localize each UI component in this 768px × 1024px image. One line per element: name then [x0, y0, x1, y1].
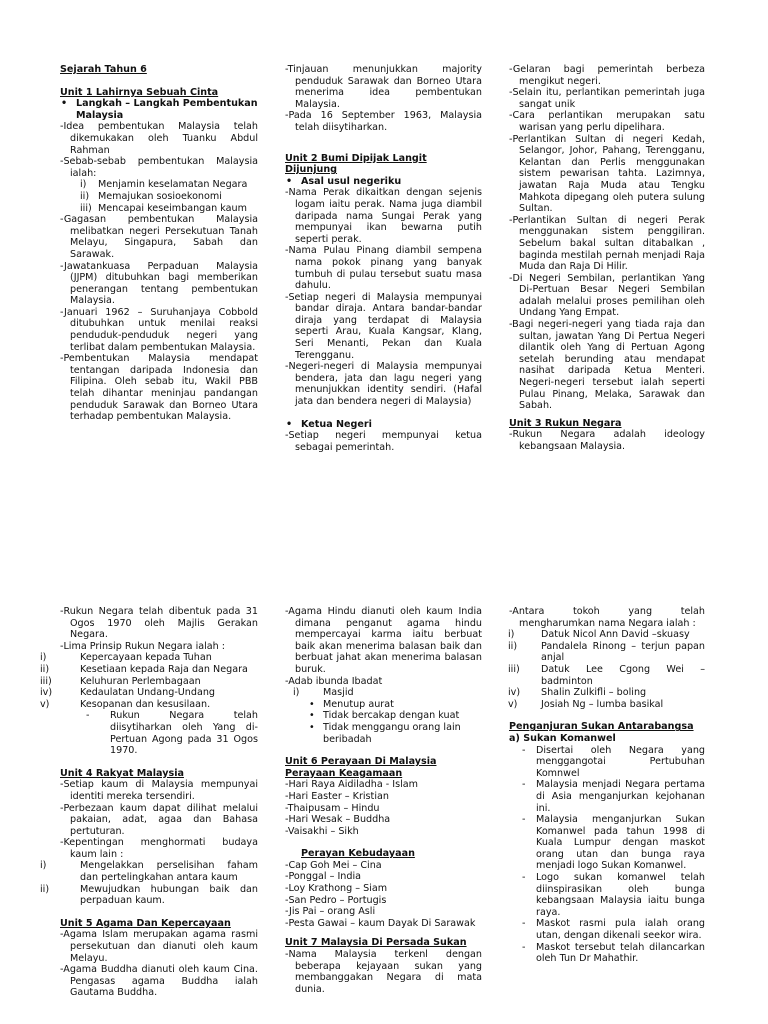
list-item: v) Kesopanan dan kesusilaan.: [40, 698, 211, 710]
text-line: -Tinjauan menunjukkan majority penduduk Sarawak dan Borneo Utara menerima idea pembentukan Malaysia.: [285, 64, 482, 110]
list-item: iii) Keluhuran Perlembagaan: [40, 675, 201, 687]
list-item: iii) Mencapai keseimbangan kaum: [80, 202, 247, 214]
column-2: [285, 64, 482, 453]
list-item: -Jis Pai – orang Asli: [285, 906, 376, 918]
text-line: -Perlantikan Sultan di negeri Perak menggunakan sistem penggiliran. Sebelum bakal sultan ditabalkan , baginda mestilah pernah menjadi Raja Muda dan Raja Di Hilir.: [509, 214, 705, 273]
unit-5-heading: Unit 5 Agama Dan Kepercayaan: [60, 917, 231, 929]
text-line: -Lima Prinsip Rukun Negara ialah :: [60, 640, 226, 652]
list-item: iv) Kedaulatan Undang-Undang: [40, 687, 216, 699]
text-line: -Pembentukan Malaysia mendapat tentangan daripada Indonesia dan Filipina. Oleh sebab itu, Wakil PBB telah dihantar meninjau pandangan penduduk Sarawak dan Borneo Utara terhadap pembentukan Malaysia.: [60, 353, 258, 423]
list-item: iii) Datuk Lee Cgong Wei – badminton: [508, 663, 705, 687]
section-heading: Penganjuran Sukan Antarabangsa: [509, 721, 694, 733]
list-item: -Thaipusam – Hindu: [285, 802, 380, 814]
list-item: -Hari Easter – Kristian: [285, 790, 389, 802]
dash-item: - Logo sukan komanwel telah diinspirasikan oleh bunga kebangsaan Malaysia iaitu bunga raya.: [509, 872, 705, 918]
text-line: -Nama Malaysia terkenl dengan beberapa kejayaan sukan yang membanggakan Negara di mata dunia.: [285, 949, 482, 995]
text-line: -Januari 1962 – Suruhanjaya Cobbold ditubuhkan untuk menilai reaksi penduduk-penduduk negeri yang terlibat dalam pembentukan Malaysia.: [60, 306, 258, 353]
text-line: -Pada 16 September 1963, Malaysia telah diisytiharkan.: [285, 110, 482, 133]
bullet-heading: • Ketua Negeri: [285, 419, 482, 431]
dash-item: - Malaysia menganjurkan Sukan Komanwel pada tahun 1998 di Kuala Lumpur dengan maskot orang utan dan bunga raya menjadi logo Sukan Komanwel.: [509, 814, 705, 872]
unit-1-heading: Unit 1 Lahirnya Sebuah Cinta: [60, 86, 219, 98]
text-line: -Gagasan pembentukan Malaysia melibatkan negeri Persekutuan Tanah Melayu, Singapura, Sabah dan Sarawak.: [60, 214, 258, 260]
text-line: -Agama Islam merupakan agama rasmi persekutuan dan dianuti oleh kaum Melayu.: [60, 929, 258, 964]
text-line: -Jawatankuasa Perpaduan Malaysia (JJPM) ditubuhkan bagi memberikan penerangan tentang pembentukan Malaysia.: [60, 260, 258, 307]
text-line: -Nama Perak dikaitkan dengan sejenis logam iaitu perak. Nama juga diambil daripada nama Sungai Perak yang mempunyai ikan bewarna putih seperti perak.: [285, 187, 482, 245]
text-line: -Negeri-negeri di Malaysia mempunyai bendera, jata dan lagu negeri yang menunjukkan identity sendiri. (Hafal jata dan bendera negeri di Malaysia): [285, 361, 482, 408]
text-line: -Agama Hindu dianuti oleh kaum India dimana penganut agama hindu mempercayai karma iaitu berbuat baik akan menerima balasan baik dan berbuat jahat akan menerima balasan buruk.: [285, 606, 482, 675]
list-item: iv) Shalin Zulkifli – boling: [508, 687, 647, 699]
list-item: -Pesta Gawai – kaum Dayak Di Sarawak: [285, 917, 476, 929]
text-line: -Antara tokoh yang telah mengharumkan nama Negara ialah :: [509, 606, 705, 629]
bullet-item: • Menutup aurat: [285, 699, 482, 711]
column-5: [285, 606, 482, 995]
list-item: i) Masjid: [293, 687, 354, 699]
text-line: -Di Negeri Sembilan, perlantikan Yang Di-Pertuan Besar Negeri Sembilan adalah melalui proses pemilihan oleh Undang Yang Empat.: [509, 272, 705, 319]
text-line: -Rukun Negara telah dibentuk pada 31 Ogos 1970 oleh Majlis Gerakan Negara.: [60, 606, 258, 641]
text-line: -Perbezaan kaum dapat dilihat melalui pakaian, adat, agaa dan Bahasa pertuturan.: [60, 802, 258, 837]
dash-item: - Maskot rasmi pula ialah orang utan, dengan dikenali seekor wira.: [509, 918, 705, 941]
list-item: i) Datuk Nicol Ann David –skuasy: [508, 629, 690, 641]
unit-3-heading: Unit 3 Rukun Negara: [509, 417, 622, 429]
document-title: Sejarah Tahun 6: [60, 64, 147, 75]
text-line: -Bagi negeri-negeri yang tiada raja dan sultan, jawatan Yang Di Pertua Negeri dilantik oleh Yang di Pertuan Agong setelah berunding atau mendapat nasihat daripada Ketua Menteri. Negeri-negeri tersebut ialah seperti Pulau Pinang, Melaka, Sarawak dan Sabah.: [509, 319, 705, 412]
column-6: [509, 606, 705, 965]
text-line: -Kepentingan menghormati budaya kaum lain :: [60, 837, 258, 860]
list-item: -Loy Krathong – Siam: [285, 883, 388, 895]
bullet-item: • Tidak menggangu orang lain beribadah: [285, 722, 482, 745]
text-line: -Setiap negeri di Malaysia mempunyai bandar diraja. Antara bandar-bandar diraja yang terdapat di Malaysia seperti Arau, Kuala Kangsar, Klang, Seri Menanti, Pekan dan Kuala Terengganu.: [285, 291, 482, 361]
text-line: -Selain itu, perlantikan pemerintah juga sangat unik: [509, 87, 705, 110]
list-item: ii) Pandalela Rinong – terjun papan anjal: [508, 640, 705, 664]
text-line: -Perlantikan Sultan di negeri Kedah, Selangor, Johor, Pahang, Terengganu, Kelantan dan Perlis menggunakan sistem pewarisan tahta. Lazimnya, jawatan Raja Muda atau Tengku Mahkota dipegang oleh putera sulung Sultan.: [509, 133, 705, 215]
list-item: -San Pedro – Portugis: [285, 894, 387, 906]
dash-item: - Maskot tersebut telah dilancarkan oleh Tun Dr Mahathir.: [509, 942, 705, 965]
subheading: Perayaan Keagamaan: [285, 767, 403, 779]
list-item: -Hari Raya Aidiladha - Islam: [285, 779, 419, 791]
column-1: [60, 64, 258, 423]
list-item: ii) Mewujudkan hubungan baik dan perpaduan kaum.: [40, 883, 258, 907]
text-line: -Cara perlantikan merupakan satu warisan yang perlu dipelihara.: [509, 110, 705, 133]
list-item: ii) Memajukan sosioekonomi: [80, 190, 222, 202]
bullet-item: • Tidak bercakap dengan kuat: [285, 710, 482, 722]
text-line: -Setiap negeri mempunyai ketua sebagai pemerintah.: [285, 430, 482, 453]
list-item: v) Josiah Ng – lumba basikal: [508, 698, 664, 710]
list-item: i) Kepercayaan kepada Tuhan: [40, 652, 212, 664]
list-item: i) Mengelakkan perselisihan faham dan pertelingkahan antara kaum: [40, 860, 258, 884]
text-line: -Idea pembentukan Malaysia telah dikemukakan oleh Tuanku Abdul Rahman: [60, 121, 258, 156]
list-item: -Ponggal – India: [285, 871, 362, 883]
text-line: -Agama Buddha dianuti oleh kaum Cina. Pengasas agama Buddha ialah Gautama Buddha.: [60, 964, 258, 999]
list-item: -Vaisakhi – Sikh: [285, 825, 359, 837]
text-line: -Adab ibunda Ibadat: [285, 675, 383, 687]
bullet-heading: • Asal usul negeriku: [285, 176, 482, 188]
list-item: i) Menjamin keselamatan Negara: [80, 179, 248, 191]
text-line: -Gelaran bagi pemerintah berbeza mengikut negeri.: [509, 64, 705, 87]
subheading: Perayan Kebudayaan: [301, 848, 415, 860]
dash-item: - Disertai oleh Negara yang menggangotai Pertubuhan Komnwel: [509, 745, 705, 780]
dash-item: - Rukun Negara telah diisytiharkan oleh Yang di-Pertuan Agong pada 31 Ogos 1970.: [60, 710, 258, 756]
dash-item: - Malaysia menjadi Negara pertama di Asia menganjurkan kejohanan ini.: [509, 779, 705, 814]
text-line: -Setiap kaum di Malaysia mempunyai identiti mereka tersendiri.: [60, 779, 258, 802]
list-item: -Hari Wesak – Buddha: [285, 814, 391, 826]
column-4: [40, 606, 258, 999]
list-item: ii) Kesetiaan kepada Raja dan Negara: [40, 663, 248, 675]
unit-4-heading: Unit 4 Rakyat Malaysia: [60, 767, 184, 779]
text-line: -Nama Pulau Pinang diambil sempena nama pokok pinang yang banyak tumbuh di pulau tersebut suatu masa dahulu.: [285, 245, 482, 292]
unit-2-heading: Unit 2 Bumi Dipijak Langit Dijunjung: [285, 152, 427, 176]
list-item: -Cap Goh Mei – Cina: [285, 859, 382, 871]
unit-7-heading: Unit 7 Malaysia Di Persada Sukan: [285, 937, 467, 949]
text-line: -Rukun Negara adalah ideology kebangsaan Malaysia.: [509, 429, 705, 452]
column-3: [509, 64, 705, 453]
unit-6-heading: Unit 6 Perayaan Di Malaysia: [285, 756, 437, 768]
bullet-heading: • Langkah – Langkah Pembentukan Malaysia: [60, 98, 258, 121]
text-line: -Sebab-sebab pembentukan Malaysia ialah:: [60, 156, 258, 179]
subheading: a) Sukan Komanwel: [509, 732, 616, 744]
